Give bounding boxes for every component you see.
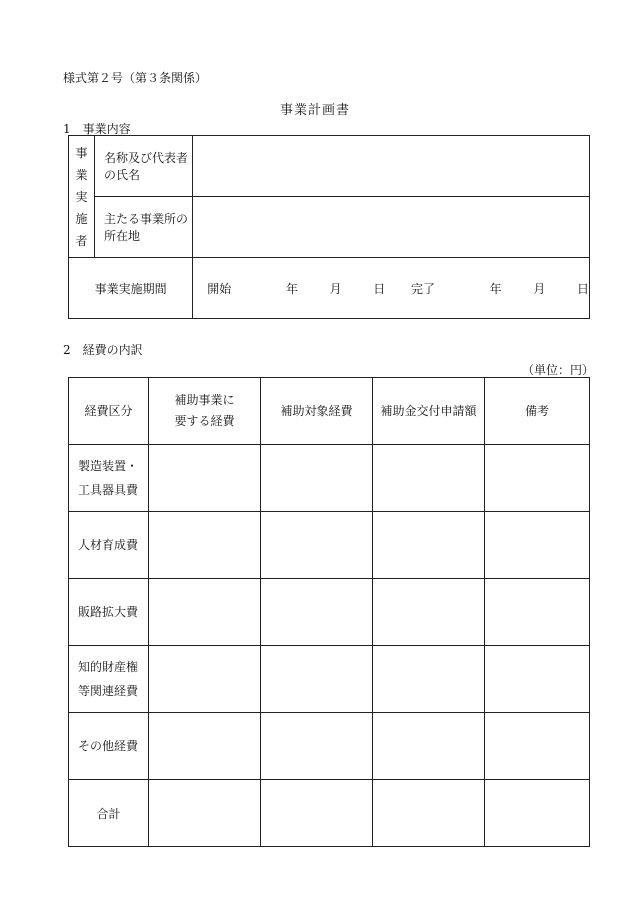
total-cell[interactable] — [149, 780, 261, 847]
table-row — [69, 579, 590, 646]
amount-cell[interactable] — [149, 579, 261, 646]
start-day-label: 日 — [373, 281, 386, 296]
total-cell[interactable] — [373, 780, 485, 847]
total-cell[interactable] — [261, 780, 373, 847]
start-month-label: 月 — [329, 281, 342, 296]
header-text: 補助金交付申請額 — [380, 403, 477, 418]
expense-breakdown-table — [68, 377, 590, 847]
remarks-cell[interactable] — [485, 445, 590, 512]
remarks-cell[interactable] — [485, 780, 590, 847]
amount-cell[interactable] — [149, 713, 261, 780]
amount-cell[interactable] — [373, 579, 485, 646]
business-content-table — [68, 135, 590, 319]
table-row — [69, 713, 590, 780]
category-label — [69, 512, 149, 579]
amount-cell[interactable] — [261, 646, 373, 713]
implementer-char: 業 — [75, 167, 88, 182]
start-year-label: 年 — [285, 281, 298, 296]
amount-cell[interactable] — [373, 445, 485, 512]
implementer-char: 施 — [75, 211, 88, 226]
category-label — [69, 646, 149, 713]
office-address-field[interactable] — [193, 197, 590, 258]
amount-cell[interactable] — [373, 713, 485, 780]
section-2-heading: 2 経費の内訳 — [63, 343, 143, 357]
total-label: 合計 — [69, 780, 149, 847]
header-grant-request — [373, 378, 485, 445]
office-address-label: 主たる事業所の所在地 — [95, 197, 193, 258]
table-row — [69, 646, 590, 713]
total-row — [69, 780, 590, 847]
remarks-cell[interactable] — [485, 713, 590, 780]
document-title: 事業計画書 — [279, 103, 350, 118]
category-label — [69, 445, 149, 512]
header-text: 補助事業に — [174, 393, 235, 407]
category-text: 知的財産権 — [78, 660, 139, 674]
category-text: 製造装置・ — [78, 459, 139, 473]
header-text: 備考 — [524, 403, 549, 418]
amount-cell[interactable] — [149, 445, 261, 512]
header-expense-category — [69, 378, 149, 445]
end-year-label: 年 — [489, 281, 502, 296]
category-text: 等関連経費 — [78, 684, 139, 698]
remarks-cell[interactable] — [485, 646, 590, 713]
period-start-label: 開始 — [207, 281, 232, 296]
amount-cell[interactable] — [149, 512, 261, 579]
table-row — [69, 445, 590, 512]
header-text: 要する経費 — [174, 414, 235, 428]
implementer-char: 者 — [75, 233, 88, 248]
remarks-cell[interactable] — [485, 579, 590, 646]
remarks-cell[interactable] — [485, 512, 590, 579]
category-text: 工具器具費 — [78, 483, 139, 497]
name-representative-field[interactable] — [193, 136, 590, 197]
amount-cell[interactable] — [373, 646, 485, 713]
amount-cell[interactable] — [149, 646, 261, 713]
amount-cell[interactable] — [261, 445, 373, 512]
section-1-heading: 1 事業内容 — [63, 122, 131, 136]
implementer-label — [69, 136, 95, 258]
header-text: 補助対象経費 — [280, 403, 353, 418]
end-day-label: 日 — [576, 281, 589, 296]
category-label — [69, 713, 149, 780]
period-end-label: 完了 — [410, 281, 435, 296]
name-representative-label: 名称及び代表者の氏名 — [95, 136, 193, 197]
category-label — [69, 579, 149, 646]
amount-cell[interactable] — [261, 512, 373, 579]
period-label: 事業実施期間 — [69, 258, 193, 319]
end-month-label: 月 — [533, 281, 546, 296]
amount-cell[interactable] — [261, 713, 373, 780]
header-remarks — [485, 378, 590, 445]
amount-cell[interactable] — [261, 579, 373, 646]
header-eligible-expenses — [261, 378, 373, 445]
category-text: 販路拡大費 — [78, 605, 139, 619]
period-field[interactable] — [193, 258, 590, 319]
table-row — [69, 512, 590, 579]
header-project-expenses — [149, 378, 261, 445]
implementer-char: 事 — [75, 145, 88, 160]
category-text: その他経費 — [78, 739, 139, 753]
form-number: 様式第２号（第３条関係） — [63, 71, 208, 85]
header-text: 経費区分 — [84, 403, 133, 418]
category-text: 人材育成費 — [78, 538, 139, 552]
amount-cell[interactable] — [373, 512, 485, 579]
implementer-char: 実 — [75, 189, 88, 204]
unit-label: （単位：円） — [522, 363, 595, 377]
